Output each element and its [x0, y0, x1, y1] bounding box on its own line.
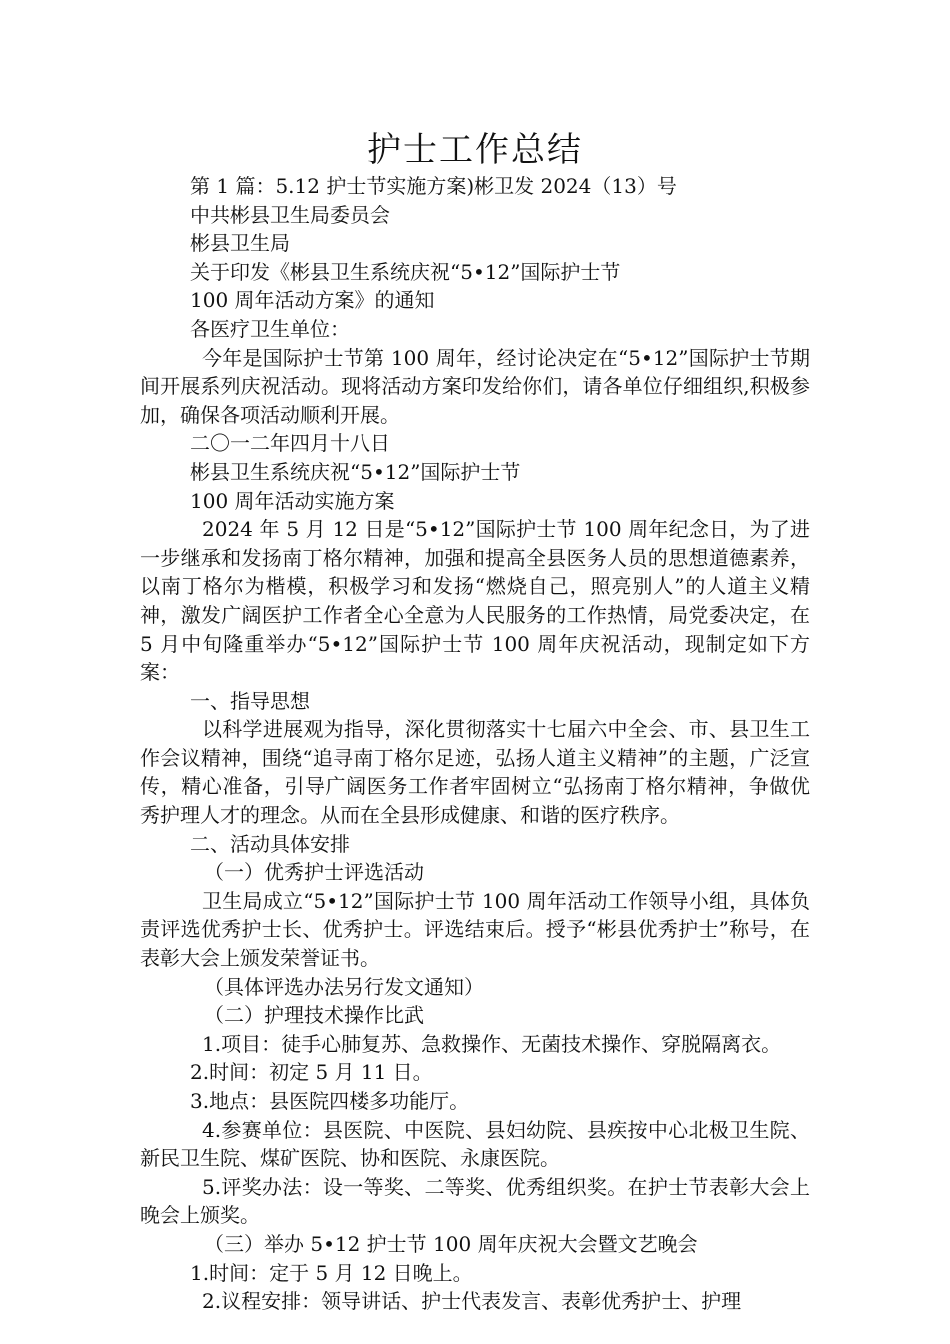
document-paragraph: 各医疗卫生单位： — [190, 316, 350, 341]
document-paragraph: 100 周年活动方案》的通知 — [190, 288, 435, 313]
document-paragraph: 5.评奖办法：设一等奖、二等奖、优秀组织奖。在护士节表彰大会上晚会上颁奖。 — [140, 1174, 810, 1228]
document-paragraph: 二、活动具体安排 — [190, 831, 350, 856]
document-paragraph: 一、指导思想 — [190, 688, 310, 713]
document-paragraph: 2.时间：初定 5 月 11 日。 — [190, 1060, 433, 1085]
document-paragraph: 中共彬县卫生局委员会 — [190, 202, 390, 227]
document-paragraph: 4.参赛单位：县医院、中医院、县妇幼院、县疾按中心北极卫生院、新民卫生院、煤矿医院、协和医院、永康医院。 — [140, 1117, 810, 1171]
document-title: 护士工作总结 — [367, 130, 583, 170]
document-paragraph: 1.项目：徒手心肺复苏、急救操作、无菌技术操作、穿脱隔离衣。 — [202, 1031, 782, 1056]
document-paragraph: 以科学进展观为指导，深化贯彻落实十七届六中全会、市、县卫生工作会议精神，围绕“追寻南丁格尔足迹，弘扬人道主义精神”的主题，广泛宣传，精心准备，引导广阔医务工作者牢固树立“弘扬南丁格尔精神，争做优秀护理人才的理念。从而在全县形成健康、和谐的医疗秩序。 — [140, 717, 810, 828]
document-paragraph: 3.地点：县医院四楼多功能厅。 — [190, 1089, 470, 1113]
document-paragraph: 2.议程安排：领导讲话、护士代表发言、表彰优秀护士、护理 — [202, 1289, 742, 1314]
document-paragraph: （三）举办 5•12 护士节 100 周年庆祝大会暨文艺晚会 — [204, 1231, 698, 1256]
document-body — [140, 172, 810, 1316]
document-paragraph: 第 1 篇：5.12 护士节实施方案)彬卫发 2024（13）号 — [190, 174, 677, 198]
document-paragraph: （一）优秀护士评选活动 — [204, 860, 424, 885]
document-paragraph: 彬县卫生局 — [190, 231, 290, 256]
document-paragraph: 卫生局成立“5•12”国际护士节 100 周年活动工作领导小组，具体负责评选优秀护士长、优秀护士。评选结束后。授予“彬县优秀护士”称号，在表彰大会上颁发荣誉证书。 — [140, 888, 810, 971]
document-paragraph: 100 周年活动实施方案 — [190, 488, 395, 513]
document-paragraph: 2024 年 5 月 12 日是“5•12”国际护士节 100 周年纪念日，为了进一步继承和发扬南丁格尔精神，加强和提高全县医务人员的思想道德素养，以南丁格尔为楷模，积极学习和发扬“燃烧自己，照亮别人”的人道主义精神，激发广阔医护工作者全心全意为人民服务的工作热情，局党委决定，在 5 月中旬隆重举办“5•12”国际护士节 100 周年庆祝活动，现制定如下方案： — [140, 517, 810, 685]
document-paragraph: 二〇一二年四月十八日 — [190, 431, 390, 456]
document-paragraph: 关于印发《彬县卫生系统庆祝“5•12”国际护士节 — [190, 259, 621, 284]
document-paragraph: （具体评选办法另行发文通知） — [204, 974, 484, 999]
document-paragraph: 今年是国际护士节第 100 周年，经讨论决定在“5•12”国际护士节期间开展系列庆祝活动。现将活动方案印发给你们，请各单位仔细组织,积极参加，确保各项活动顺利开展。 — [140, 345, 810, 427]
document-paragraph: 1.时间：定于 5 月 12 日晚上。 — [190, 1260, 473, 1285]
document-paragraph: （二）护理技术操作比武 — [204, 1003, 424, 1028]
document-paragraph: 彬县卫生系统庆祝“5•12”国际护士节 — [190, 459, 521, 484]
